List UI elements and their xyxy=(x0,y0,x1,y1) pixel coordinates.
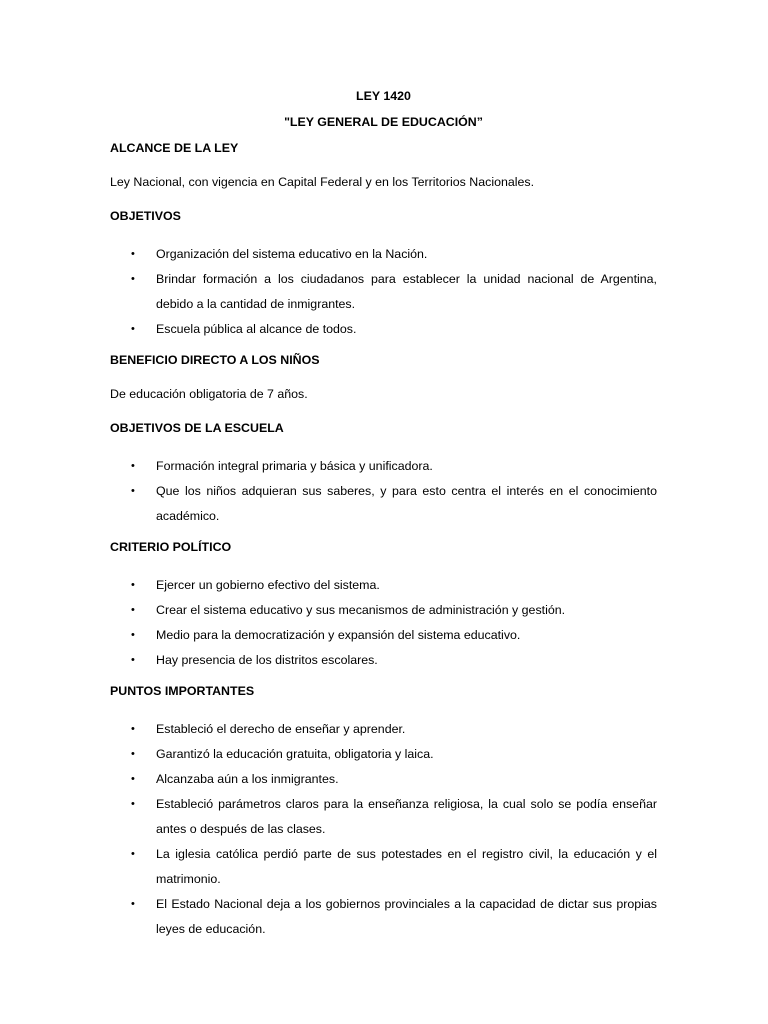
bullet-icon: • xyxy=(131,898,135,910)
bullet-icon: • xyxy=(131,604,135,616)
bullet-icon: • xyxy=(131,460,135,472)
list-item xyxy=(110,317,657,342)
section-paragraph: Ley Nacional, con vigencia en Capital Federal y en los Territorios Nacionales. xyxy=(110,175,535,189)
bullet-icon: • xyxy=(131,723,135,735)
list-item xyxy=(110,242,657,267)
bullet-icon: • xyxy=(131,773,135,785)
list-item-text: Ejercer un gobierno efectivo del sistema. xyxy=(156,578,380,592)
bullet-list xyxy=(110,454,657,529)
list-item-text: Que los niños adquieran sus saberes, y para esto centra el interés en el conocimiento académico. xyxy=(156,484,657,523)
list-item-text: Crear el sistema educativo y sus mecanismos de administración y gestión. xyxy=(156,603,566,617)
list-item-text: Hay presencia de los distritos escolares. xyxy=(156,653,378,667)
list-item xyxy=(110,479,657,529)
bullet-list xyxy=(110,573,657,673)
list-item xyxy=(110,892,657,942)
bullet-list xyxy=(110,717,657,942)
list-item-text: Estableció parámetros claros para la enseñanza religiosa, la cual solo se podía enseñar antes o después de las clases. xyxy=(156,797,657,836)
section-heading: OBJETIVOS xyxy=(110,209,181,223)
list-item xyxy=(110,742,657,767)
list-item-text: Brindar formación a los ciudadanos para establecer la unidad nacional de Argentina, debido a la cantidad de inmigrantes. xyxy=(156,272,657,311)
bullet-icon: • xyxy=(131,629,135,641)
bullet-icon: • xyxy=(131,579,135,591)
document-subtitle: "LEY GENERAL DE EDUCACIÓN” xyxy=(284,115,483,129)
list-item-text: La iglesia católica perdió parte de sus potestades en el registro civil, la educación y el matrimonio. xyxy=(156,847,657,886)
bullet-icon: • xyxy=(131,273,135,285)
list-item-text: Alcanzaba aún a los inmigrantes. xyxy=(156,772,339,786)
list-item xyxy=(110,454,657,479)
bullet-icon: • xyxy=(131,248,135,260)
bullet-icon: • xyxy=(131,848,135,860)
list-item xyxy=(110,623,657,648)
list-item-text: Escuela pública al alcance de todos. xyxy=(156,322,357,336)
list-item-text: Organización del sistema educativo en la Nación. xyxy=(156,247,428,261)
list-item xyxy=(110,267,657,317)
section-paragraph: De educación obligatoria de 7 años. xyxy=(110,387,308,401)
list-item xyxy=(110,598,657,623)
bullet-icon: • xyxy=(131,798,135,810)
list-item xyxy=(110,573,657,598)
section-heading: CRITERIO POLÍTICO xyxy=(110,540,232,554)
section-heading: OBJETIVOS DE LA ESCUELA xyxy=(110,421,284,435)
bullet-icon: • xyxy=(131,654,135,666)
list-item xyxy=(110,842,657,892)
list-item-text: El Estado Nacional deja a los gobiernos provinciales a la capacidad de dictar sus propias leyes de educación. xyxy=(156,897,657,936)
list-item-text: Estableció el derecho de enseñar y aprender. xyxy=(156,722,406,736)
bullet-icon: • xyxy=(131,485,135,497)
list-item xyxy=(110,767,657,792)
list-item xyxy=(110,792,657,842)
bullet-icon: • xyxy=(131,748,135,760)
list-item xyxy=(110,648,657,673)
document-sections xyxy=(110,140,657,952)
document-body xyxy=(110,88,657,952)
bullet-icon: • xyxy=(131,323,135,335)
section-heading: PUNTOS IMPORTANTES xyxy=(110,684,255,698)
section-heading: ALCANCE DE LA LEY xyxy=(110,141,239,155)
list-item-text: Formación integral primaria y básica y unificadora. xyxy=(156,459,433,473)
list-item xyxy=(110,717,657,742)
bullet-list xyxy=(110,242,657,342)
section-heading: BENEFICIO DIRECTO A LOS NIÑOS xyxy=(110,353,320,367)
list-item-text: Garantizó la educación gratuita, obligatoria y laica. xyxy=(156,747,434,761)
list-item-text: Medio para la democratización y expansión del sistema educativo. xyxy=(156,628,521,642)
document-title: LEY 1420 xyxy=(356,89,411,103)
